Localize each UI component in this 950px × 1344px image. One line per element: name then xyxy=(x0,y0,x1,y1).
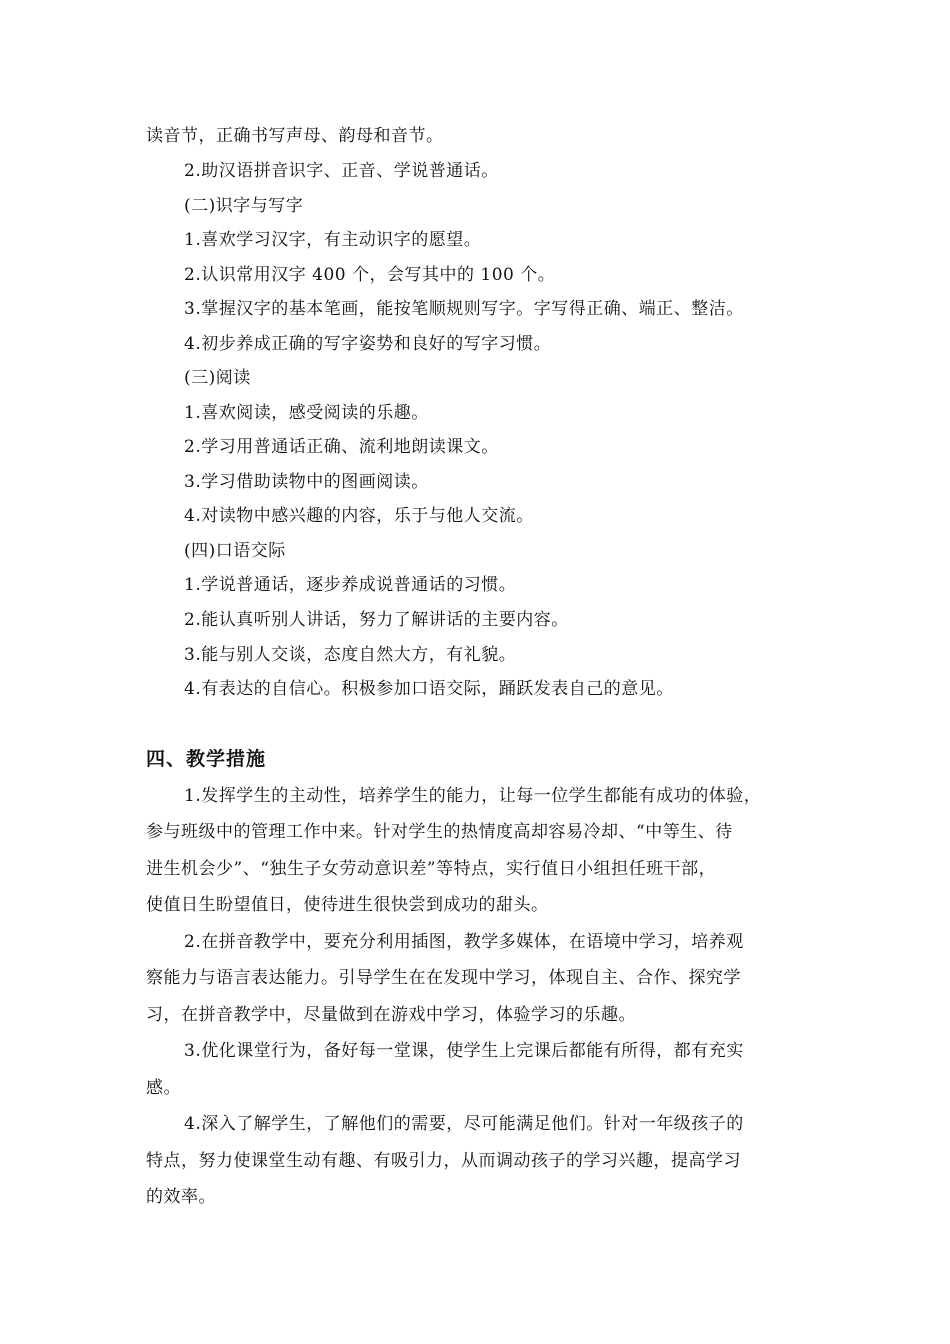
text-line: 1.发挥学生的主动性，培养学生的能力，让每一位学生都能有成功的体验， xyxy=(184,786,762,806)
text-line: 3.掌握汉字的基本笔画，能按笔顺规则写字。字写得正确、端正、整洁。 xyxy=(184,299,744,319)
text-line: 3.优化课堂行为，备好每一堂课，使学生上完课后都能有所得，都有充实 xyxy=(184,1041,744,1061)
text-line: 2.能认真听别人讲话，努力了解讲话的主要内容。 xyxy=(184,610,569,630)
text-line: 使值日生盼望值日，使待进生很快尝到成功的甜头。 xyxy=(146,895,549,915)
text-line: 4.对读物中感兴趣的内容，乐于与他人交流。 xyxy=(184,506,534,526)
text-line: 2.在拼音教学中，要充分利用插图，教学多媒体，在语境中学习，培养观 xyxy=(184,932,744,952)
text-line: 1.学说普通话，逐步养成说普通话的习惯。 xyxy=(184,575,517,595)
text-line: 察能力与语言表达能力。引导学生在在发现中学习，体现自主、合作、探究学 xyxy=(146,968,741,988)
text-line: 1.喜欢阅读，感受阅读的乐趣。 xyxy=(184,403,429,423)
text-line: 参与班级中的管理工作中来。针对学生的热情度高却容易冷却、“中等生、待 xyxy=(146,822,733,842)
text-line: 特点，努力使课堂生动有趣、有吸引力，从而调动孩子的学习兴趣，提高学习 xyxy=(146,1151,741,1171)
text-line: 2.助汉语拼音识字、正音、学说普通话。 xyxy=(184,161,499,181)
text-line: 2.认识常用汉字 400 个，会写其中的 100 个。 xyxy=(184,265,556,285)
text-line: 感。 xyxy=(146,1078,181,1098)
subsection-title: (二)识字与写字 xyxy=(184,196,304,216)
text-line: 进生机会少”、“独生子女劳动意识差”等特点，实行值日小组担任班干部， xyxy=(146,859,717,879)
text-line: 4.有表达的自信心。积极参加口语交际，踊跃发表自己的意见。 xyxy=(184,679,674,699)
text-line: 4.初步养成正确的写字姿势和良好的写字习惯。 xyxy=(184,334,552,354)
subsection-title: (三)阅读 xyxy=(184,368,251,388)
text-line: 1.喜欢学习汉字，有主动识字的愿望。 xyxy=(184,230,482,250)
section-heading: 四、教学措施 xyxy=(146,748,267,770)
text-line: 3.能与别人交谈，态度自然大方，有礼貌。 xyxy=(184,645,517,665)
subsection-title: (四)口语交际 xyxy=(184,541,286,561)
text-line: 4.深入了解学生，了解他们的需要，尽可能满足他们。针对一年级孩子的 xyxy=(184,1114,744,1134)
text-line: 习，在拼音教学中，尽量做到在游戏中学习，体验学习的乐趣。 xyxy=(146,1005,636,1025)
text-line: 的效率。 xyxy=(146,1187,216,1207)
text-line: 2.学习用普通话正确、流利地朗读课文。 xyxy=(184,437,499,457)
text-line: 3.学习借助读物中的图画阅读。 xyxy=(184,472,429,492)
text-line: 读音节，正确书写声母、韵母和音节。 xyxy=(146,126,444,146)
